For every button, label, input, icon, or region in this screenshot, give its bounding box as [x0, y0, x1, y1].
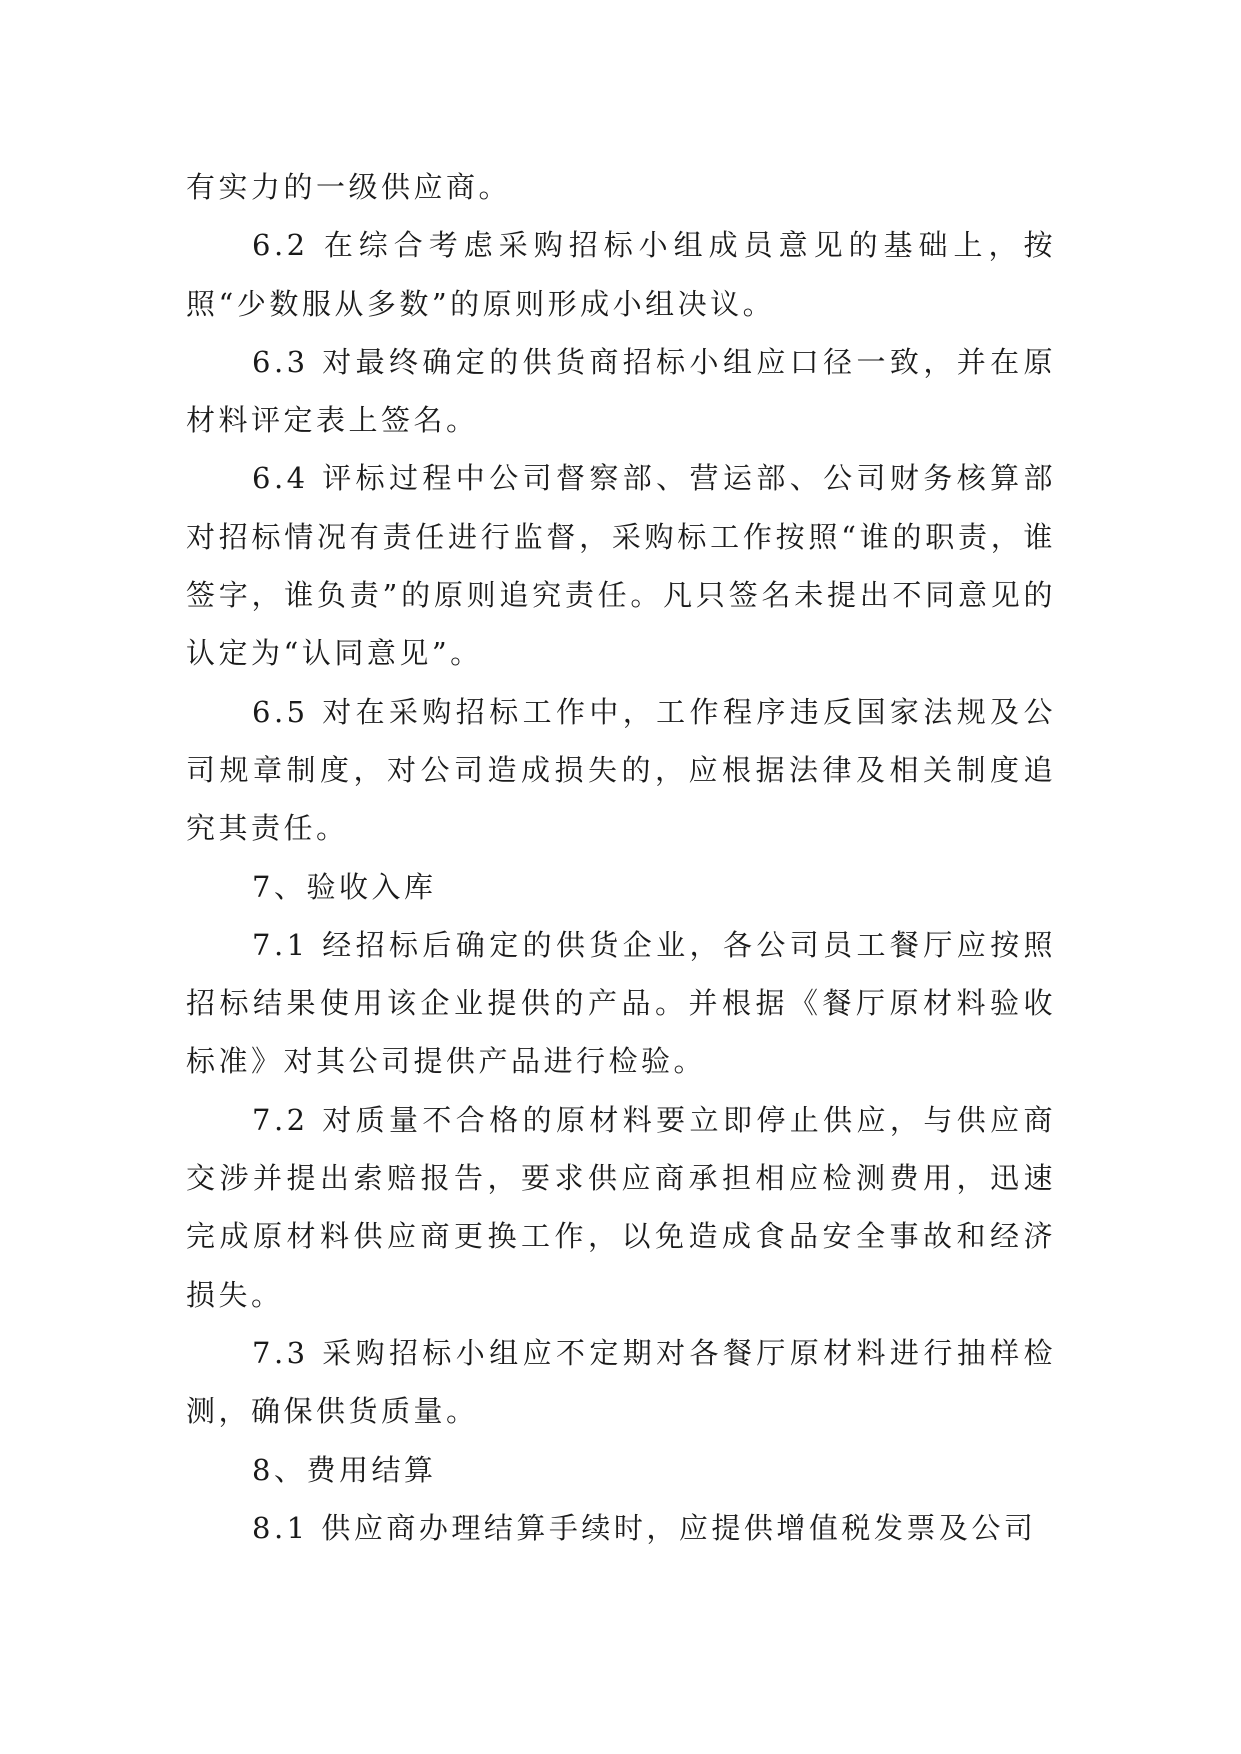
- section-heading-7: 7、验收入库: [252, 869, 437, 904]
- document-page: [186, 158, 1056, 1557]
- paragraph-6-4: 6.4 评标过程中公司督察部、营运部、公司财务核算部对招标情况有责任进行监督，采购标工作按照“谁的职责，谁签字，谁负责”的原则追究责任。凡只签名未提出不同意见的认定为“认同意见”。: [186, 461, 1056, 671]
- paragraph-7-3: 7.3 采购招标小组应不定期对各餐厅原材料进行抽样检测，确保供货质量。: [186, 1335, 1056, 1429]
- paragraph-6-2: 6.2 在综合考虑采购招标小组成员意见的基础上，按照“少数服从多数”的原则形成小组决议。: [186, 228, 1056, 321]
- paragraph-continuation: 有实力的一级供应商。: [186, 170, 512, 204]
- paragraph-7-1: 7.1 经招标后确定的供货企业，各公司员工餐厅应按照招标结果使用该企业提供的产品。并根据《餐厅原材料验收标准》对其公司提供产品进行检验。: [186, 927, 1056, 1079]
- paragraph-8-1: 8.1 供应商办理结算手续时，应提供增值税发票及公司: [252, 1510, 1037, 1545]
- paragraph-7-2: 7.2 对质量不合格的原材料要立即停止供应，与供应商交涉并提出索赔报告，要求供应商承担相应检测费用，迅速完成原材料供应商更换工作，以免造成食品安全事故和经济损失。: [186, 1102, 1056, 1312]
- section-heading-8: 8、费用结算: [252, 1452, 437, 1487]
- paragraph-6-3: 6.3 对最终确定的供货商招标小组应口径一致，并在原材料评定表上签名。: [186, 344, 1056, 438]
- paragraph-6-5: 6.5 对在采购招标工作中，工作程序违反国家法规及公司规章制度，对公司造成损失的，应根据法律及相关制度追究其责任。: [186, 694, 1056, 846]
